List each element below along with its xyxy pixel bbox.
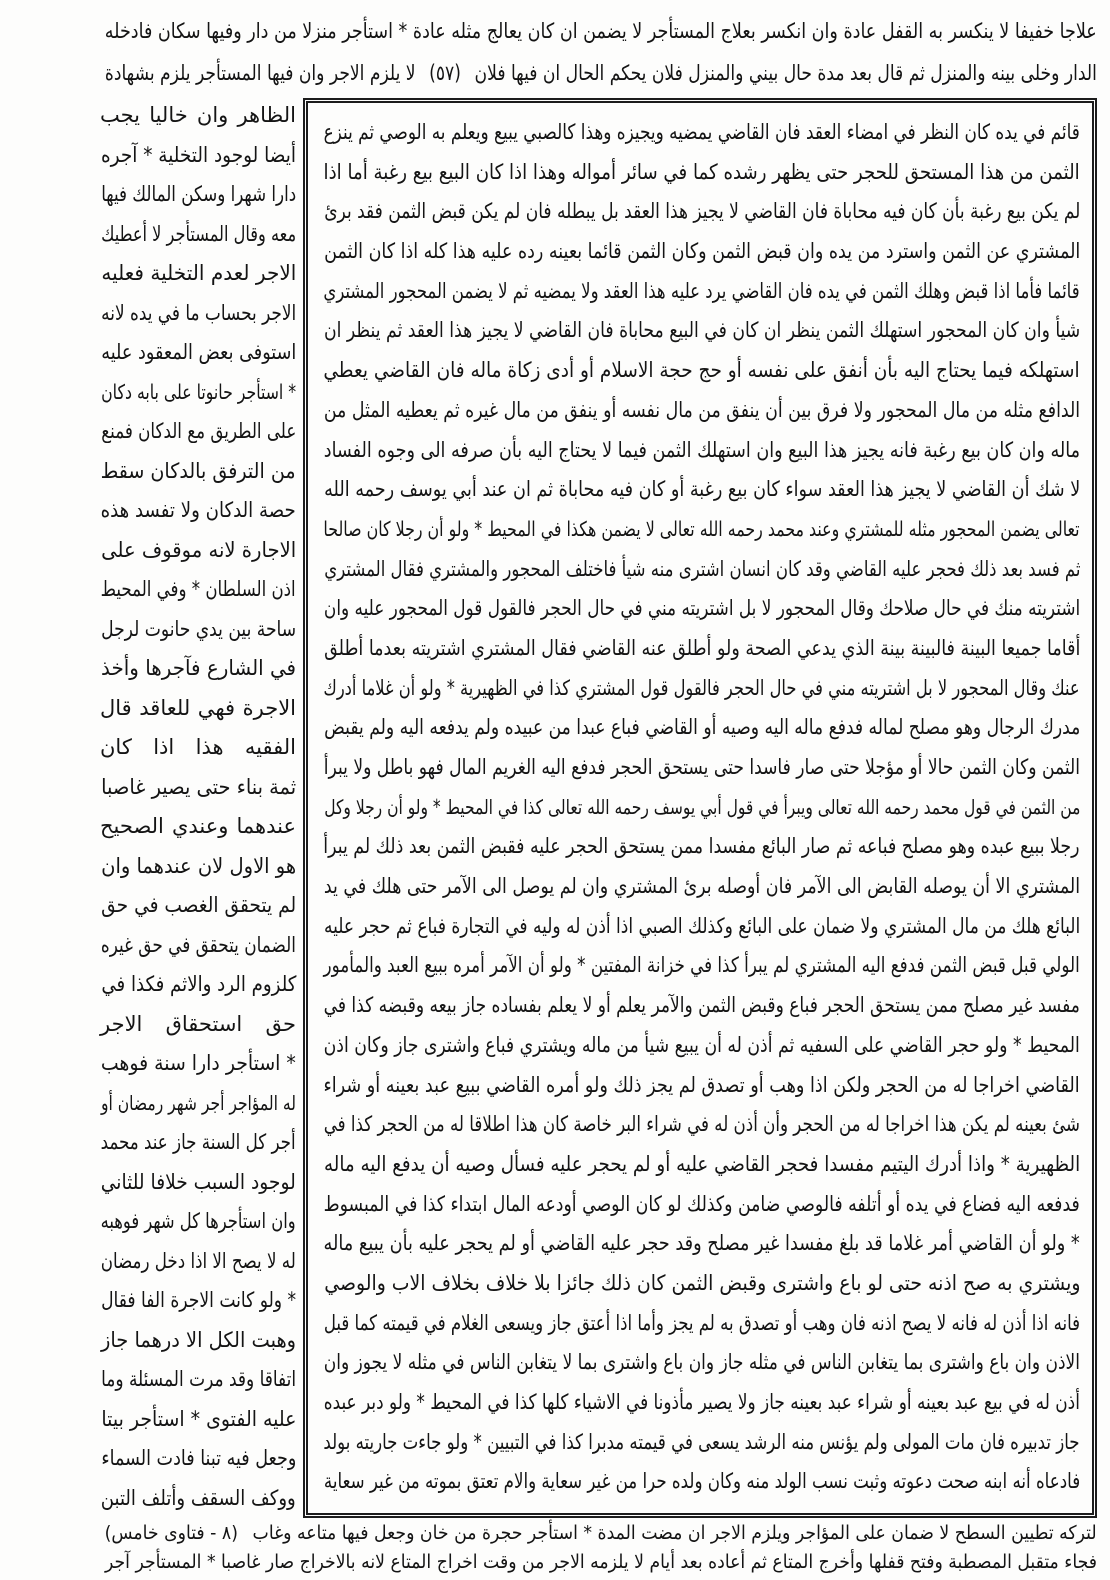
main-text-line — [320, 827, 1080, 867]
margin-text-line — [100, 491, 296, 531]
margin-text-line — [100, 649, 296, 689]
margin-text-line-content: له المؤاجر أجر شهر رمضان أو — [100, 1090, 296, 1115]
margin-text-line — [100, 373, 296, 413]
margin-text-line-content: في الشارع فآجرها وأخذ — [100, 656, 296, 680]
margin-text-line-content: لوجود السبب خلافا للثاني — [100, 1169, 296, 1194]
margin-text-line-content: ثمة بناء حتى يصير غاصبا — [100, 774, 296, 799]
header-line-2 — [105, 52, 1097, 94]
main-text-line — [320, 431, 1080, 471]
margin-text-line-content: الفقيه هذا اذا كان — [100, 735, 296, 759]
main-text-line-content: القاضي اخراجا له من الحجر ولكن اذا وهب أو تصدق لم يجز ذلك ولو أمره القاضي ببيع عبد بعينه أو شراء — [323, 1072, 1080, 1097]
margin-text-line — [100, 570, 296, 610]
main-text-line — [320, 907, 1080, 947]
margin-text-line — [100, 768, 296, 808]
footer-line-1 — [105, 1519, 1097, 1548]
margin-text-line-content: حق استحقاق الاجر — [100, 1011, 296, 1036]
main-text-line-content: ثم فسد بعد ذلك فحجر عليه القاضي وقد كان انسان اشترى منه شيأ فاختلف المحجور والمشتري فقال المشتري — [323, 556, 1080, 581]
main-text-line-content: قائم في يده كان النظر في امضاء العقد فان القاضي يمضيه ويجيزه وهذا كالصبي يبيع ويعلم به الوصي ثم ينزع — [323, 120, 1080, 144]
margin-text-line — [100, 136, 296, 176]
main-text-line-content: استهلكه فيما يحتاج اليه بأن أنفق على نفسه أو حج حجة الاسلام أو أدى زكاة ماله فان القاضي يعطي — [323, 358, 1080, 383]
main-text-line-content: أقاما جميعا البينة فالبينة بينة الذي يدعي الصحة ولو أطلق عنه القاضي فقال المشتري اشتريته بعدما أطلق — [323, 635, 1080, 660]
main-text-line-content: عنك وقال المحجور لا بل اشتريته مني في حال الحجر فالقول قول المشتري كذا في الظهيرية * ولو أن غلاما أدرك — [323, 675, 1080, 700]
margin-text-line-content: * استأجر حانوتا على بابه دكان — [100, 379, 296, 404]
margin-text-line-content: لم يتحقق الغصب في حق — [100, 893, 296, 917]
margin-text-line — [100, 452, 296, 492]
margin-text-line — [100, 1439, 296, 1479]
page-number: (٥٧) — [429, 61, 462, 85]
margin-text-line — [100, 926, 296, 966]
margin-text-line — [100, 1005, 296, 1045]
margin-text-line-content: عندهما وعندي الصحيح — [100, 814, 296, 838]
margin-text-line — [100, 689, 296, 729]
main-text-line-content: قائما فأما اذا قبض وهلك الثمن في يده فان القاضي يرد عليه هذا العقد ولا يمضيه ثم لا يضمن المحجور المشتري — [323, 278, 1080, 303]
margin-text-line — [100, 1360, 296, 1400]
margin-text-line — [100, 1123, 296, 1163]
margin-text-line — [100, 728, 296, 768]
main-text-line — [320, 232, 1080, 272]
margin-text-line — [100, 847, 296, 887]
margin-text-line — [100, 807, 296, 847]
main-text-line-content: فدفعه اليه فضاع في يده أو أتلفه فالوصي ضامن وكذلك لو كان الوصي أودعه المال ابتداء كذا في المبسوط — [323, 1191, 1080, 1216]
main-text-line-content: تعالى يضمن المحجور مثله للمشتري وعند محمد رحمه الله تعالى لا يضمن هكذا في المحيط * ولو أن رجلا كان صالحا — [323, 516, 1080, 541]
margin-text-line-content: أجر كل السنة جاز عند محمد — [100, 1130, 296, 1154]
margin-text-line — [100, 1281, 296, 1321]
margin-text-line-content: أيضا لوجود التخلية * آجره — [100, 142, 296, 167]
main-text-line — [320, 708, 1080, 748]
margin-text-line-content: من الترفق بالدكان سقط — [100, 458, 296, 483]
margin-text-line — [100, 175, 296, 215]
main-text-line-content: فانه اذا أذن له فانه لا يصح اذنه فان وهب أو تصدق به لم يجز وأما اذا أعتق جاز ويسعى الغلام في قيمته كما قبل — [323, 1310, 1080, 1335]
main-text-line — [320, 748, 1080, 788]
main-text-line-content: المشتري الا أن يوصله القابض الى الآمر فان أوصله برئ المشتري وان لم يوصل الى الآمر حتى هلك في يد — [323, 874, 1080, 899]
main-text-line — [320, 1264, 1080, 1304]
margin-text-line-content: هو الاول لان عندهما وان — [100, 853, 296, 878]
main-text-line — [320, 946, 1080, 986]
main-text-line-content: شئ بعينه لم يكن هذا اخراجا له من الحجر وأن أذن له في شراء البر خاصة كان هذا اطلاقا له من الحجر كذا في — [323, 1112, 1080, 1137]
margin-text-column — [100, 96, 296, 1518]
main-text-line-content: من الثمن في قول محمد رحمه الله تعالى ويبرأ في قول أبي يوسف رحمه الله تعالى كذا في المحيط * ولو أن رجلا وكل — [323, 794, 1080, 819]
header-line-2-start: الدار وخلى بينه والمنزل ثم قال بعد مدة حال بيني والمنزل فلان يحكم الحال ان فيها فلان — [474, 61, 1098, 85]
main-text-line — [320, 1224, 1080, 1264]
main-text-line-content: فادعاه أنه ابنه صحت دعوته وثبت نسب الولد منه وكان ولده حرا من غير سعاية والام تعتق بموته من غير سعاية — [323, 1469, 1080, 1494]
main-text-line — [320, 470, 1080, 510]
margin-text-line-content: حصة الدكان ولا تفسد هذه — [100, 498, 296, 522]
margin-text-line-content: معه وقال المستأجر لا أعطيك — [100, 221, 296, 246]
main-text-line — [320, 153, 1080, 193]
margin-text-line — [100, 412, 296, 452]
main-text-line — [320, 629, 1080, 669]
margin-text-line-content: له لا يصح الا اذا دخل رمضان — [100, 1248, 296, 1273]
main-text-line-content: الدافع مثله من مال المحجور ولا فرق بين أن ينفق من مال نفسه أو ينفق من مال غيره ثم يعطيه المثل من — [323, 397, 1080, 422]
header-line-1: علاجا خفيفا لا ينكسر به القفل عادة وان انكسر بعلاج المستأجر لا يضمن ان كان يعالج مثله عادة * استأجر منزلا من دار وفيها سكان فادخله — [104, 19, 1097, 43]
main-text-line-content: الولي قبل قبض الثمن فدفع اليه المشتري لم يبرأ كذا في خزانة المفتين * ولو أن الآمر أمره ببيع العبد والمأمور — [323, 953, 1080, 978]
margin-text-line-content: على الطريق مع الدكان فمنع — [100, 419, 296, 443]
margin-text-line-content: * ولو كانت الاجرة الفا فقال — [100, 1288, 296, 1312]
main-text-line — [320, 1185, 1080, 1225]
page-header-text — [100, 10, 1097, 94]
main-text-line — [320, 1026, 1080, 1066]
margin-text-line-content: عليه الفتوى * استأجر بيتا — [100, 1406, 296, 1431]
main-text-line — [320, 550, 1080, 590]
main-text-frame — [303, 98, 1097, 1518]
margin-text-line — [100, 1084, 296, 1124]
main-text-line — [320, 1383, 1080, 1423]
main-text-line — [320, 1343, 1080, 1383]
main-text-line — [320, 589, 1080, 629]
printer-signature: (٨ - فتاوى خامس) — [104, 1522, 239, 1544]
main-text-line — [320, 1304, 1080, 1344]
footer-text-line — [100, 1519, 1097, 1548]
margin-text-line-content: وجعل فيه تبنا فادت السماء — [100, 1446, 296, 1470]
main-text-line — [320, 391, 1080, 431]
margin-text-line — [100, 1479, 296, 1519]
margin-text-line-content: الظاهر وان خاليا يجب — [100, 103, 296, 127]
main-text-line-content: شيأ وان كان المحجور استهلك الثمن ينظر ان كان في البيع محاباة فان القاضي لا يجيز هذا العقد ثم ينظر ان — [323, 318, 1080, 343]
margin-text-line-content: الاجر لعدم التخلية فعليه — [100, 261, 296, 285]
margin-text-line-content: وان استأجرها كل شهر فوهبه — [100, 1209, 296, 1233]
main-text-line-content: لا شك أن القاضي لا يجيز هذا العقد سواء كان بيع رغبة أو كان فيه محاباة ثم ان عند أبي يوسف رحمه الله — [323, 477, 1080, 502]
main-text-line — [320, 1462, 1080, 1502]
main-text-line — [320, 1423, 1080, 1463]
main-text-line-content: ويشتري به صح اذنه حتى لو باع واشترى وقبض الثمن كان ذلك جائزا بلا خلاف بخلاف الاب والوصي — [323, 1270, 1080, 1295]
main-text-line — [320, 272, 1080, 312]
main-text-line — [320, 1145, 1080, 1185]
margin-text-line-content: استوفى بعض المعقود عليه — [100, 340, 296, 364]
margin-text-line-content: الاجرة فهي للعاقد قال — [100, 695, 296, 720]
margin-text-line — [100, 886, 296, 926]
margin-text-line — [100, 1202, 296, 1242]
footer-line-2: فجاء متقبل المصطبة وفتح قفلها وأخرج المتاع ثم أعاده بعد أيام لا يلزمه الاجر من وقت اخراج المتاع لانه بالاخراج صار غاصبا * المستأجر آجر — [104, 1551, 1097, 1573]
main-text-line — [320, 311, 1080, 351]
main-text-line-content: المشتري عن الثمن واسترد من يده وان قبض الثمن وكان الثمن قائما بعينه رده عليه هذا كله اذا كان الثمن — [323, 239, 1080, 264]
margin-text-line — [100, 215, 296, 255]
header-text-line — [100, 10, 1097, 52]
margin-text-line-content: الاجارة لانه موقوف على — [100, 537, 296, 562]
margin-text-line-content: الضمان يتحقق في حق غيره — [100, 932, 296, 957]
main-text-line-content: * ولو أن القاضي أمر غلاما قد بلغ مفسدا غير مصلح وقد حجر عليه القاضي أو لم يحجر عليه بأن يبيع ماله — [323, 1231, 1080, 1256]
main-text-line-content: الثمن وكان الثمن حالا أو مؤجلا حتى صار فاسدا حتى يستحق الحجر فدفع اليه الغريم المال فهو باطل ولا يبرأ — [323, 755, 1080, 779]
header-text-line — [100, 52, 1097, 94]
main-text-line — [320, 351, 1080, 391]
main-text-line-content: البائع هلك من مال المشتري ولا ضمان على البائع وكذلك الصبي اذا أذن له وليه في التجارة فباع ثم حجر عليه — [323, 913, 1080, 938]
footer-line-1-text: لتركه تطيين السطح لا ضمان على المؤاجر ويلزم الاجر ان مضت المدة * استأجر حجرة من خان وجعل فيها متاعه وغاب — [252, 1522, 1097, 1544]
main-text-line-content: الظهيرية * واذا أدرك اليتيم مفسدا فحجر القاضي عليه أو لم يحجر عليه فسأل وصيه أن يدفع اليه ماله — [323, 1151, 1080, 1176]
margin-text-line-content: اذن السلطان * وفي المحيط — [100, 577, 296, 601]
main-text-line-content: لم يكن بيع رغبة بأن كان فيه محاباة فان القاضي لا يجيز هذا العقد بل يبطله فان لم يكن قبض الثمن فقد برئ — [323, 199, 1080, 224]
margin-text-line-content: ساحة بين يدي حانوت لرجل — [100, 616, 296, 641]
main-text-line — [320, 1105, 1080, 1145]
margin-text-line — [100, 1163, 296, 1203]
margin-text-line-content: اتفاقا وقد مرت المسئلة وما — [100, 1367, 296, 1391]
main-text-line-content: مفسد غير مصلح ممن يستحق الحجر فباع وقبض الثمن والآمر يعلم أو لا يعلم بفساده جاز بيعه وقبضه كذا في — [323, 993, 1080, 1018]
margin-text-line-content: دارا شهرا وسكن المالك فيها — [100, 182, 296, 206]
main-text-line — [320, 867, 1080, 907]
main-text-line-content: أذن له في بيع عبد بعينه أو شراء عبد بعينه جاز ولا يصير مأذونا في الاشياء كلها كذا في المحيط * ولو دبر عبده — [323, 1390, 1080, 1414]
margin-text-line — [100, 1044, 296, 1084]
main-text-line-content: جاز تدبيره فان مات المولى ولم يؤنس منه الرشد يسعى في قيمته مدبرا كذا في التبيين * ولو جاءت جاريته بولد — [323, 1429, 1080, 1454]
margin-text-line-content: ووكف السقف وأتلف التبن — [100, 1485, 296, 1510]
main-text-line-content: الاذن وان باع واشترى بما يتغابن الناس في مثله جاز وان باع واشترى بما لا يتغابن الناس في مثله لا يجوز وان — [323, 1350, 1080, 1375]
main-text-line-content: رجلا ببيع عبده وهو مصلح فباعه ثم صار البائع مفسدا ممن يستحق الحجر عليه فقبض الثمن بعد ذلك لم يبرأ — [323, 834, 1080, 859]
margin-text-line — [100, 96, 296, 136]
margin-text-line — [100, 254, 296, 294]
margin-text-line — [100, 610, 296, 650]
main-text-line — [320, 986, 1080, 1026]
margin-text-line-content: الاجر بحساب ما في يده لانه — [100, 300, 296, 325]
main-text-line — [320, 1066, 1080, 1106]
margin-text-line — [100, 531, 296, 571]
main-text-line — [320, 192, 1080, 232]
margin-text-line — [100, 333, 296, 373]
margin-text-line-content: كلزوم الرد والاثم فكذا في — [100, 972, 296, 996]
main-text-line — [320, 510, 1080, 550]
main-text-line-content: اشتريته منك في حال صلاحك وقال المحجور لا بل اشتريته مني في حال الحجر فالقول قول المحجور عليه وان — [323, 596, 1080, 621]
margin-text-line-content: * استأجر دارا سنة فوهب — [100, 1051, 296, 1075]
main-text-line — [320, 669, 1080, 709]
margin-text-line — [100, 1400, 296, 1440]
margin-text-line — [100, 965, 296, 1005]
footer-text-line — [100, 1548, 1097, 1577]
margin-text-line — [100, 294, 296, 334]
main-text-line-content: المحيط * ولو حجر القاضي على السفيه ثم أذن له أن يبيع شيأ من ماله ويشتري فباع واشترى جاز وكان اذن — [323, 1032, 1080, 1057]
main-text-line-content: الثمن من هذا المستحق للحجر حتى يظهر رشده كما في سائر أمواله وهذا اذا كان البيع بيع رغبة أما اذا — [323, 159, 1080, 184]
main-text-line — [320, 113, 1080, 153]
main-text-line-content: ماله وان كان بيع رغبة فانه يجيز هذا البيع وان استهلك الثمن فيما لا يحتاج اليه بأن صرفه الى وجوه الفساد — [323, 437, 1080, 462]
margin-text-line — [100, 1321, 296, 1361]
main-text-line — [320, 788, 1080, 828]
page-footer-text — [100, 1519, 1097, 1577]
margin-text-line — [100, 1242, 296, 1282]
header-line-2-end: لا يلزم الاجر وان فيها المستأجر يلزم بشهادة — [105, 61, 416, 85]
margin-text-line-content: وهبت الكل الا درهما جاز — [100, 1327, 296, 1352]
main-text-line-content: مدرك الرجال وهو مصلح لماله فدفع ماله اليه وصيه أو القاضي فباع عبدا من عبيده ولم يدفعه اليه ولم يقبض — [323, 715, 1080, 740]
